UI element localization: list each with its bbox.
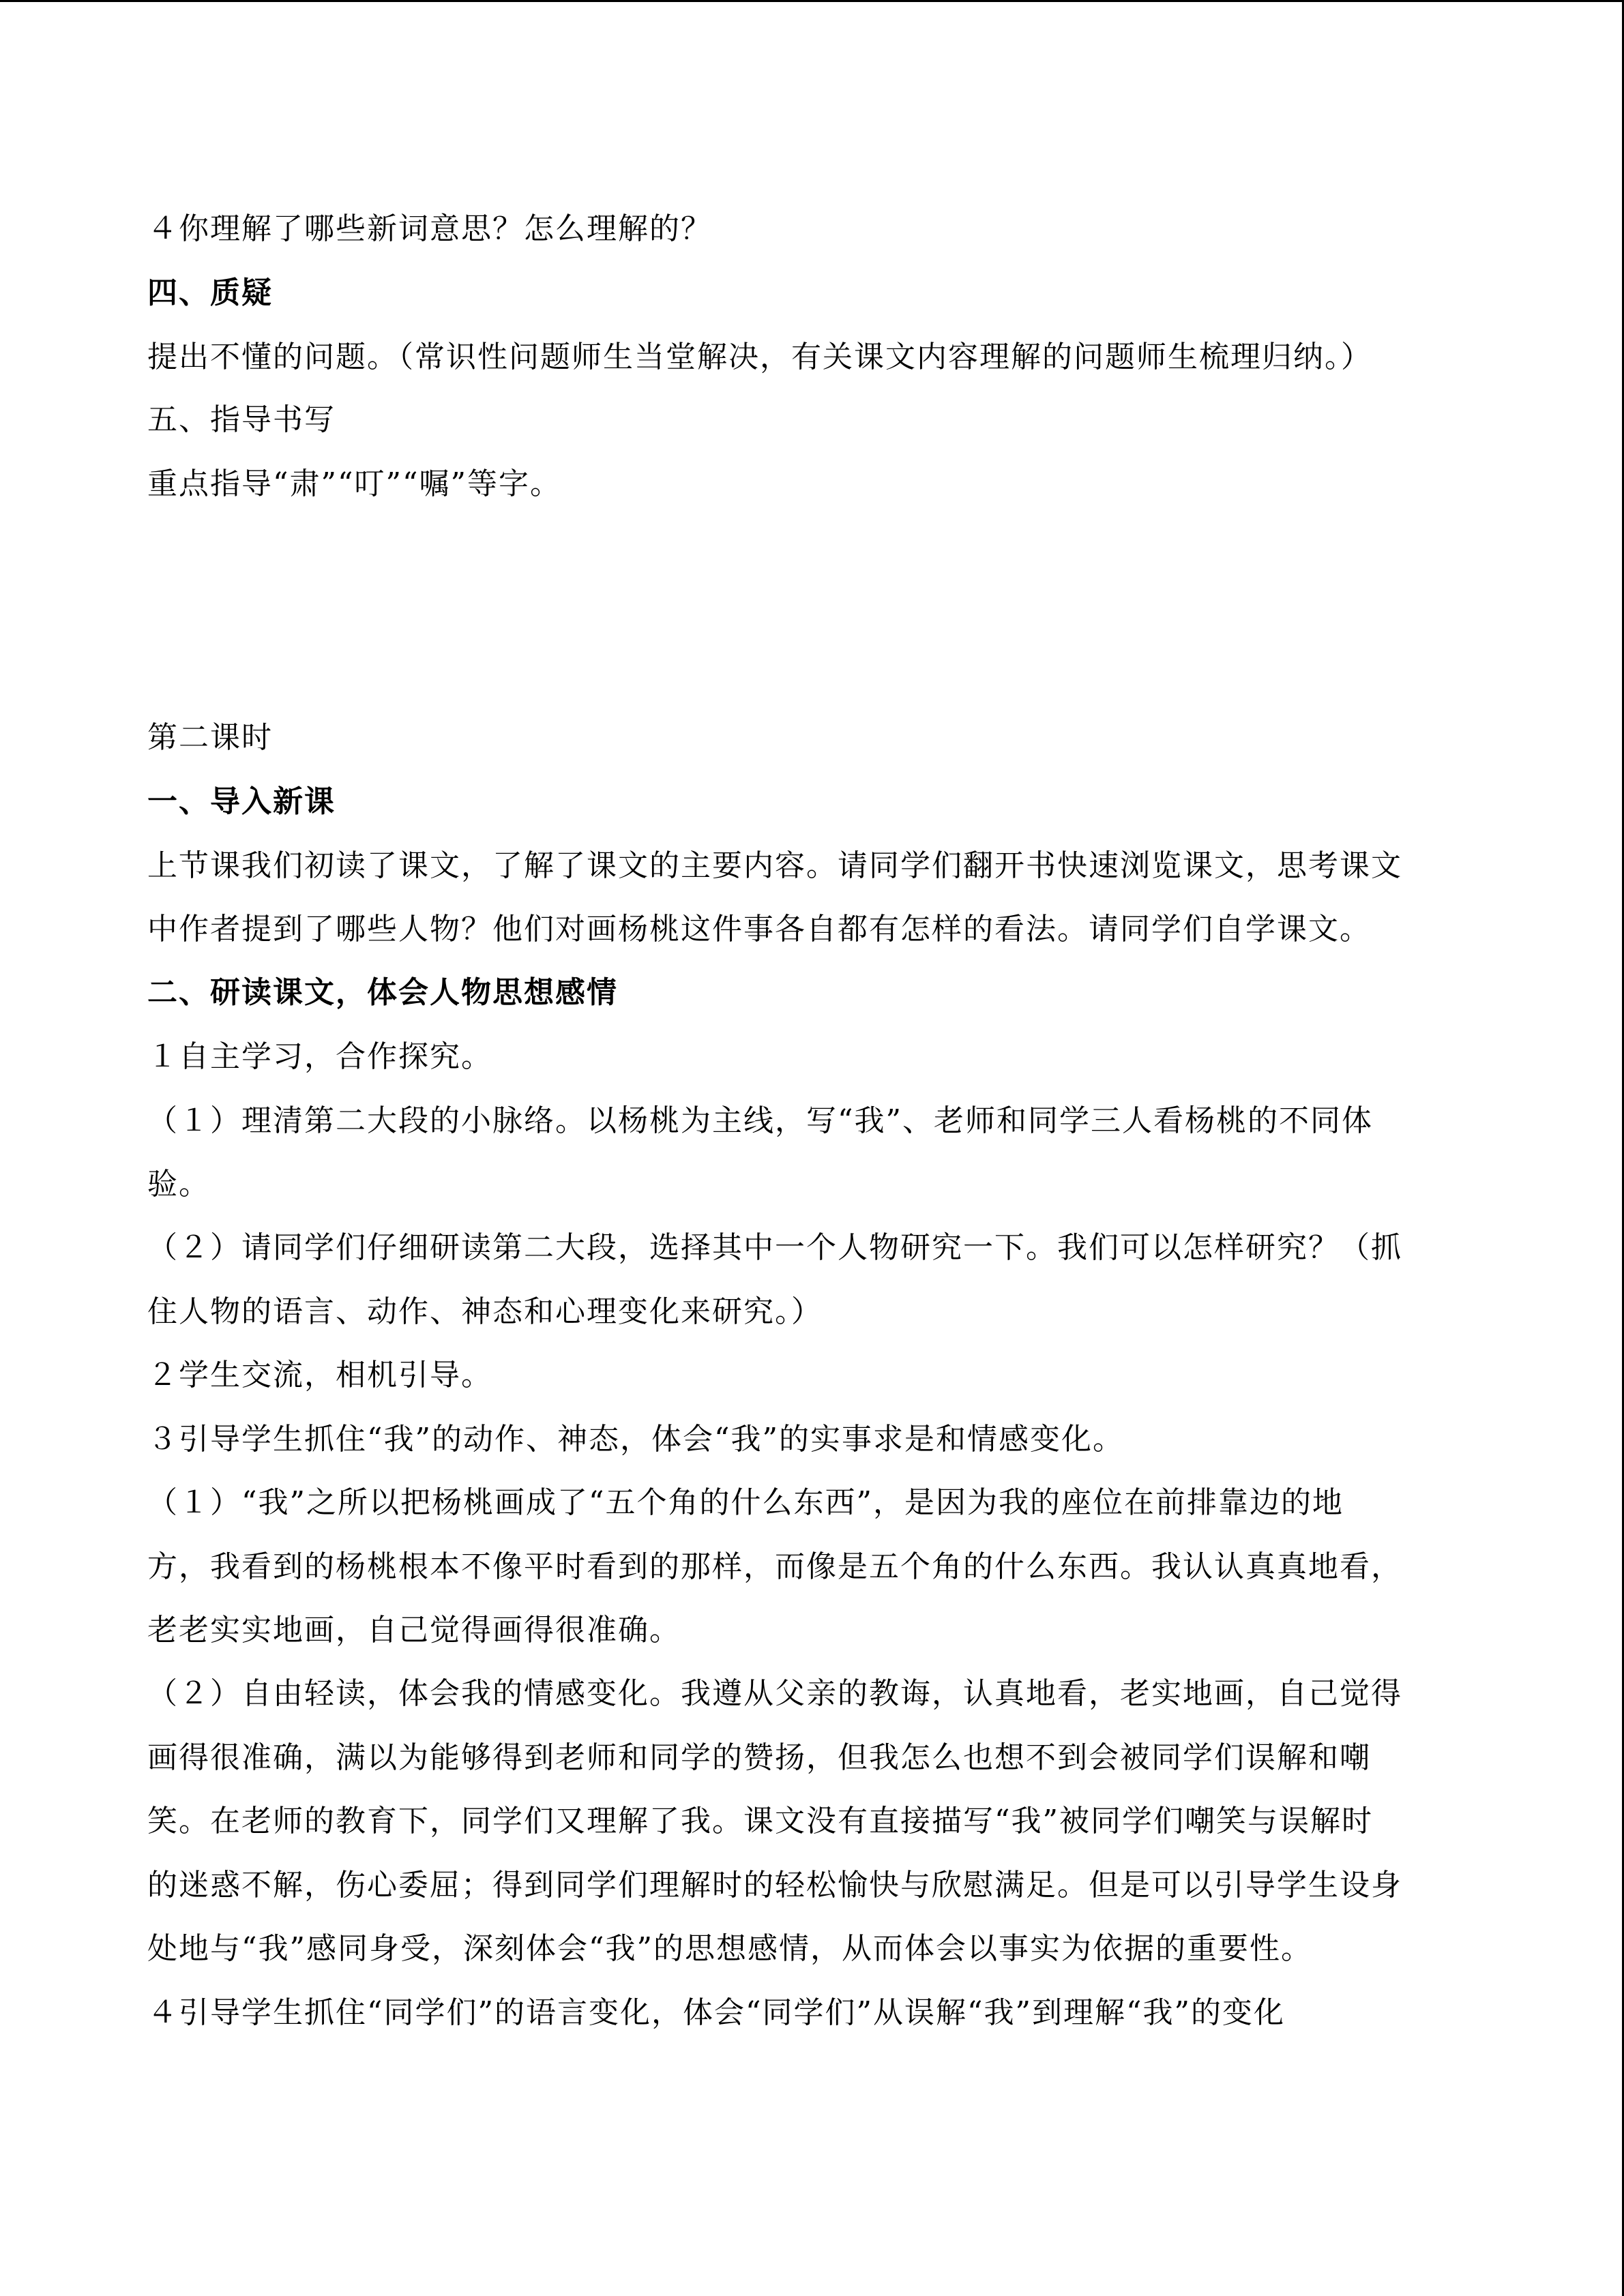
text-line: 的迷惑不解，伤心委屈；得到同学们理解时的轻松愉快与欣慰满足。但是可以引导学生设身: [147, 1868, 1402, 1903]
text-line: 方，我看到的杨桃根本不像平时看到的那样，而像是五个角的什么东西。我认认真真地看，: [147, 1549, 1402, 1584]
text-line: 处地与“我”感同身受，深刻体会“我”的思想感情，从而体会以事实为依据的重要性。: [147, 1931, 1312, 1966]
text-line: （２）请同学们仔细研读第二大段，选择其中一个人物研究一下。我们可以怎样研究？（抓: [147, 1230, 1402, 1265]
lesson-title: 第二课时: [147, 720, 273, 755]
text-line: 验。: [147, 1167, 210, 1202]
text-line: ４你理解了哪些新词意思？怎么理解的？: [147, 211, 712, 246]
text-line: 重点指导“肃”“叮”“嘱”等字。: [147, 466, 561, 501]
section-heading: 二、研读课文，体会人物思想感情: [147, 975, 618, 1010]
text-line: 住人物的语言、动作、神态和心理变化来研究。）: [147, 1294, 823, 1329]
text-line: ３引导学生抓住“我”的动作、神态，体会“我”的实事求是和情感变化。: [147, 1422, 1124, 1457]
text-line: 老老实实地画，自己觉得画得很准确。: [147, 1613, 681, 1648]
text-line: 画得很准确，满以为能够得到老师和同学的赞扬，但我怎么也想不到会被同学们误解和嘲: [147, 1740, 1371, 1775]
text-line: ２学生交流，相机引导。: [147, 1358, 492, 1392]
text-line: ４引导学生抓住“同学们”的语言变化，体会“同学们”从误解“我”到理解“我”的变化: [147, 1995, 1285, 2030]
text-line: （１）“我”之所以把杨桃画成了“五个角的什么东西”，是因为我的座位在前排靠边的地: [147, 1485, 1344, 1520]
text-line: 提出不懂的问题。（常识性问题师生当堂解决，有关课文内容理解的问题师生梳理归纳。）: [147, 340, 1372, 374]
page-border-top: [0, 0, 1624, 2]
section-heading: 五、指导书写: [147, 402, 336, 437]
text-line: 中作者提到了哪些人物？他们对画杨桃这件事各自都有怎样的看法。请同学们自学课文。: [147, 912, 1371, 946]
text-line: １自主学习，合作探究。: [147, 1039, 492, 1074]
text-line: （２）自由轻读，体会我的情感变化。我遵从父亲的教诲，认真地看，老实地画，自己觉得: [147, 1676, 1402, 1711]
section-heading: 四、质疑: [147, 275, 273, 310]
text-line: 笑。在老师的教育下，同学们又理解了我。课文没有直接描写“我”被同学们嘲笑与误解时: [147, 1804, 1373, 1838]
section-heading: 一、导入新课: [147, 784, 336, 819]
text-line: 上节课我们初读了课文，了解了课文的主要内容。请同学们翻开书快速浏览课文，思考课文: [147, 848, 1402, 883]
text-line: （１）理清第二大段的小脉络。以杨桃为主线，写“我”、老师和同学三人看杨桃的不同体: [147, 1103, 1373, 1138]
